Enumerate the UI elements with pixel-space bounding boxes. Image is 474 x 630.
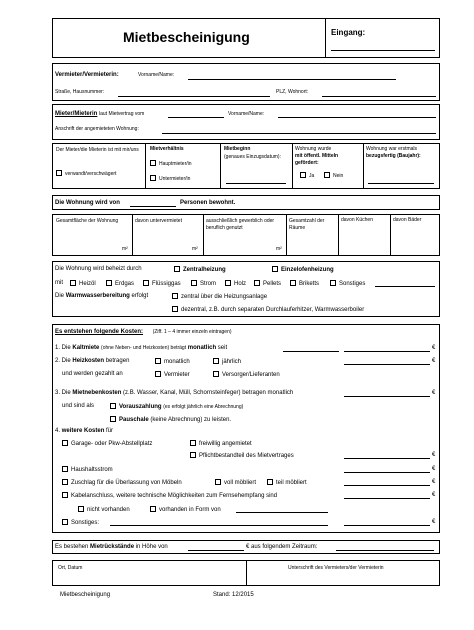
bewohnt-prefix: Die Wohnung wird von [55,200,120,206]
fuel-erdgas[interactable]: Erdgas [106,280,134,287]
page-title: Mietbescheinigung [123,29,250,45]
mieter-name-field[interactable] [278,117,436,118]
einzelofen-checkbox[interactable] [272,266,278,272]
kabel-form-field[interactable] [236,512,328,513]
kaltmiete-amount-field[interactable] [344,351,430,352]
weitere-kosten-line: 4. weitere Kosten für [55,428,114,434]
baeder-label: davon Bäder [393,217,422,223]
kaltmiete-seit-field[interactable] [283,351,339,352]
rueckstand-amount-field[interactable] [188,550,244,551]
nk-vorauszahlung[interactable]: Vorauszahlung (es erfolgt jährlich eine Abrechnung) [110,403,243,410]
garage-freiwillig[interactable]: freiwillig angemietet [190,440,252,447]
vermieter-plz-label: PLZ, Wohnort: [276,89,309,95]
unterschrift-label: Unterschrift des Vermieters/der Vermieterin [288,565,384,571]
euro-sign: € [432,390,436,396]
nk-sind-label: und sind als [62,403,95,409]
vorauszahlung-checkbox[interactable] [110,403,116,409]
heiz-gezahlt-label: und werden gezahlt an [62,371,123,377]
voll-moebliert[interactable]: voll möbliert [215,479,256,486]
ww-zentral-checkbox[interactable] [172,293,178,299]
heiz-versorger[interactable]: Versorger/Lieferanten [213,371,280,378]
erdgas-checkbox[interactable] [106,280,112,286]
warmwasser-zentral[interactable]: zentral über die Heizungsanlage [172,293,267,300]
untermieter-checkbox[interactable] [150,175,156,181]
fuel-holz[interactable]: Holz [225,280,246,287]
foerderung-nein[interactable]: Nein [324,172,343,179]
heiz-jaehrlich-checkbox[interactable] [213,358,219,364]
personen-field[interactable] [130,206,176,207]
vermieter-label: Vermieter/Vermieterin: [55,72,119,78]
heiz-monatlich-checkbox[interactable] [155,358,161,364]
teil-moebliert[interactable]: teil möbliert [267,479,307,486]
euro-sign: € [432,479,436,485]
holz-checkbox[interactable] [225,280,231,286]
mietverhaeltnis-title: Mietverhältnis [150,146,184,152]
kabel-vorhanden[interactable]: vorhanden in Form von [150,506,221,513]
sonstiges-amount-field[interactable] [344,525,430,526]
fuel-heizoel[interactable]: Heizöl [70,280,96,287]
gesamtflaeche-label: Gesamtfläche der Wohnung [56,218,119,224]
garage-checkbox[interactable] [62,440,68,446]
kuechen-label: davon Küchen [341,217,373,223]
vermieter-plz-field[interactable] [322,96,436,97]
euro-sign: € [432,345,436,351]
mieter-address-field[interactable] [162,133,436,134]
fuel-fluessiggas[interactable]: Flüssiggas [143,280,181,287]
euro-sign: € [432,452,436,458]
kabel-nicht[interactable]: nicht vorhanden [78,506,130,513]
euro-sign: € [432,466,436,472]
warmwasser-dezentral[interactable]: dezentral, z.B. durch separaten Durchlauferhitzer, Warmwasserboiler [172,306,364,313]
voll-moebliert-checkbox[interactable] [215,479,221,485]
untermieter-option[interactable]: Untermieter/in [150,175,190,182]
signature-box [52,560,440,586]
vermieter-street-label: Straße, Hausnummer: [55,89,105,95]
moebel-amount-field[interactable] [344,485,430,486]
footer-title: Mietbescheinigung [60,592,111,598]
pflicht-checkbox[interactable] [190,452,196,458]
mieter-box [52,104,440,140]
baujahr-field[interactable] [368,183,434,184]
fuel-strom[interactable]: Strom [191,280,216,287]
foerderung-title-a: Wohnung wurde [295,146,332,152]
kabel-amount-field[interactable] [344,498,430,499]
hauptmieter-option[interactable]: Hauptmieter/in [150,160,192,167]
mieter-label: Mieter/Mieterin laut Mietvertrag vom [55,111,145,117]
heiz-monatlich[interactable]: monatlich [155,358,190,365]
kosten-title: Es entstehen folgende Kosten: (Ziff. 1 – 4 immer einzeln eintragen) [55,329,232,335]
gewerblich-label: ausschließlich gewerblich oder beruflich genutzt [206,218,275,231]
sonstiges-fuel-field[interactable] [375,286,435,287]
haushaltsstrom-checkbox[interactable] [62,466,68,472]
verwandt-option[interactable]: verwandt/verschwägert [56,170,116,177]
mietbeginn-sub: (genaues Einzugsdatum): [224,154,281,160]
gewerblich-unit: m² [276,246,282,252]
garage-amount-field[interactable] [344,458,430,459]
heiz-vermieter-checkbox[interactable] [155,371,161,377]
haushaltsstrom-amount-field[interactable] [344,472,430,473]
euro-sign: € [432,519,436,525]
vermieter-name-label: Vorname/Name: [138,72,175,78]
moebel-checkbox[interactable] [62,479,68,485]
ja-checkbox[interactable] [300,172,306,178]
verwandt-checkbox[interactable] [56,170,62,176]
euro-sign: € [432,358,436,364]
nein-checkbox[interactable] [324,172,330,178]
sonstiges-fuel-checkbox[interactable] [330,280,336,286]
kaltmiete-line: 1. Die Kaltmiete (ohne Neben- und Heizkosten) beträgt monatlich seit [55,345,228,351]
warmwasser-line: Die Warmwasserbereitung erfolgt [55,293,149,299]
teil-moebliert-checkbox[interactable] [267,479,273,485]
hauptmieter-checkbox[interactable] [150,160,156,166]
ort-datum-label: Ort, Datum [58,565,83,571]
untervermietet-label: davon untervermietet [135,218,182,224]
pellets-checkbox[interactable] [254,280,260,286]
fuel-mit: mit [55,280,63,286]
bewohnt-suffix: Personen bewohnt. [180,200,236,206]
kabel-nicht-checkbox[interactable] [78,506,84,512]
mieter-name-label: Vorname/Name: [228,111,265,117]
fuel-sonstiges[interactable]: Sonstiges [330,280,365,287]
nk-pauschale[interactable]: Pauschale (keine Abrechnung) zu leisten. [110,416,231,423]
fluessiggas-checkbox[interactable] [143,280,149,286]
mietvertrag-date-field[interactable] [168,117,224,118]
fuel-briketts[interactable]: Briketts [290,280,319,287]
kabel-vorhanden-checkbox[interactable] [150,506,156,512]
foerderung-title-c: gefördert: [295,160,319,166]
gesamtflaeche-unit: m² [122,246,128,252]
heizung-line1: Die Wohnung wird beheizt durch [55,266,142,272]
verwandt-text: Der Mieter/die Mieterin ist mit mir/uns [56,147,139,153]
sonstiges-text-field[interactable] [110,525,328,526]
freiwillig-checkbox[interactable] [190,440,196,446]
sonstiges-checkbox[interactable] [62,519,68,525]
moebel-option[interactable]: Zuschlag für die Überlassung von Möbeln [62,479,182,486]
euro-sign: € [432,492,436,498]
rueckstand-zeitraum-label: € aus folgendem Zeitraum: [246,544,318,550]
untervermietet-unit: m² [192,246,198,252]
garage-pflicht[interactable]: Pflichtbestandteil des Mietvertrages [190,452,294,459]
briketts-checkbox[interactable] [290,280,296,286]
heizoel-checkbox[interactable] [70,280,76,286]
eingang-label: Eingang: [331,28,366,37]
haushaltsstrom-option[interactable]: Haushaltsstrom [62,466,113,473]
ww-dezentral-checkbox[interactable] [172,306,178,312]
strom-checkbox[interactable] [191,280,197,286]
heizkosten-amount-field[interactable] [344,364,430,365]
rueckstand-zeitraum-field[interactable] [336,550,434,551]
baujahr-title-b: bezugsfertig (Baujahr): [366,153,421,159]
heiz-vermieter[interactable]: Vermieter [155,371,190,378]
rueckstand-line: Es bestehen Mietrückstände in Höhe von [55,544,168,550]
heizkosten-line: 2. Die Heizkosten betragen [55,358,130,364]
vermieter-street-field[interactable] [118,96,270,97]
kabel-checkbox[interactable] [62,492,68,498]
nebenkosten-line: 3. Die Mietnebenkosten (z.B. Wasser, Kanal, Müll, Schornsteinfeger) betragen monatlich [55,390,294,396]
sonstiges-option[interactable]: Sonstiges: [62,519,99,526]
mietbeginn-title: Mietbeginn [224,146,251,152]
raeume-label: Gesamtzahl der Räume [289,218,325,231]
foerderung-title-b: mit öffentl. Mitteln [295,153,339,159]
pauschale-checkbox[interactable] [110,416,116,422]
mieter-address-label: Anschrift der angemieteten Wohnung: [55,126,139,132]
baujahr-title-a: Wohnung war erstmals [366,146,418,152]
vermieter-name-field[interactable] [188,79,396,80]
footer-stand: Stand: 12/2015 [213,592,254,598]
mietbeginn-field[interactable] [226,183,286,184]
fuel-pellets[interactable]: Pellets [254,280,281,287]
heiz-jaehrlich[interactable]: jährlich [213,358,241,365]
einzelofen-option[interactable]: Einzelofenheizung [272,266,334,273]
kabel-option[interactable]: Kabelanschluss, weitere technische Möglichkeiten zum Fernsehempfang sind [62,492,277,499]
eingang-field[interactable] [331,50,435,51]
garage-option[interactable]: Garage- oder Pkw-Abstellplatz [62,440,152,447]
heiz-versorger-checkbox[interactable] [213,371,219,377]
zentralheizung-checkbox[interactable] [174,266,180,272]
zentralheizung-option[interactable]: Zentralheizung [174,266,226,273]
foerderung-ja[interactable]: Ja [300,172,314,179]
nebenkosten-amount-field[interactable] [344,396,430,397]
